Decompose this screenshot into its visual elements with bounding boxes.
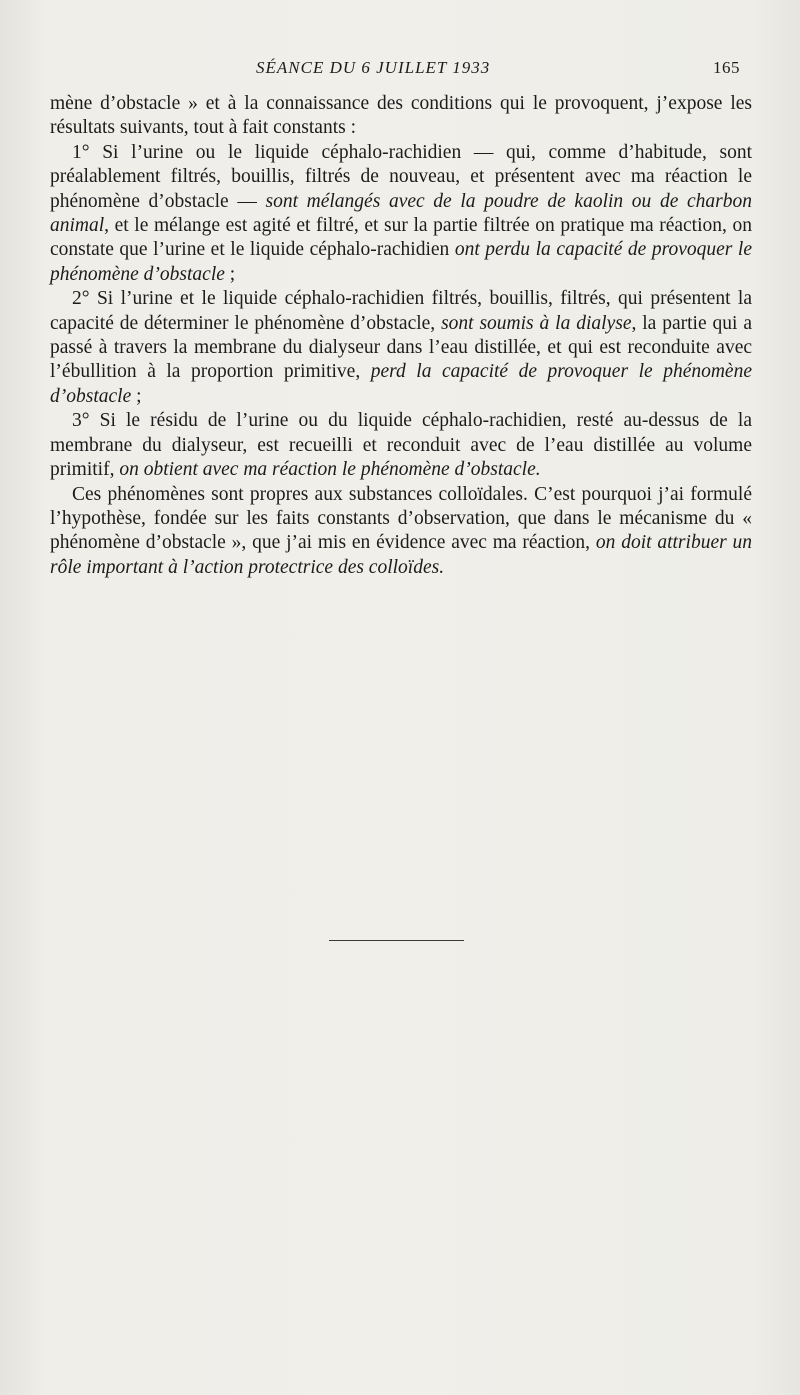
section-divider: [329, 940, 464, 941]
text-segment: mène d’obstacle » et à la connaissance des conditions qui le provoquent, j’expose les résultats suivants, tout à fait constants :: [50, 93, 752, 139]
paragraph: [50, 483, 752, 581]
italic-text: sont soumis à la dialyse: [441, 312, 632, 334]
page-header: [0, 58, 800, 82]
text-segment: 1° Si l’urine ou le liquide céphalo-rachidien — qui, comme d’habitude, sont préalablement filtrés, bouillis, filtrés de nouveau, et présentent avec ma réaction le phénomène d’obstacle —: [50, 141, 752, 212]
text-segment: , la partie qui a passé à travers la membrane du dialyseur dans l’eau distillée, et qui est reconduite avec l’ébullition à la proportion primitive,: [50, 312, 752, 383]
italic-text: ont perdu la capacité de provoquer le phénomène d’obstacle: [50, 239, 752, 285]
italic-text: perd la capacité de provoquer le phénomène d’obstacle: [50, 361, 752, 407]
paragraph: [50, 92, 752, 141]
italic-text: sont mélangés avec de la poudre de kaolin ou de charbon animal: [50, 190, 753, 237]
text-segment: ;: [224, 263, 236, 285]
italic-text: on obtient avec ma réaction le phénomène d’obstacle.: [119, 459, 541, 481]
text-segment: , et le mélange est agité et filtré, et sur la partie filtrée on pratique ma réaction, on constate que l’urine et le liquide céphalo-rachidien: [50, 215, 752, 261]
paragraph: [50, 141, 752, 287]
text-segment: Ces phénomènes sont propres aux substances colloïdales. C’est pourquoi j’ai formulé l’hypothèse, fondée sur les faits constants d’observation, que dans le mécanisme du « phénomène d’obstacle », que j’ai mis en évidence avec ma réaction,: [50, 483, 752, 554]
page-number: 165: [713, 58, 740, 77]
running-title: SÉANCE DU 6 JUILLET 1933: [256, 58, 491, 77]
text-segment: 2° Si l’urine et le liquide céphalo-rachidien filtrés, bouillis, filtrés, qui présentent la capacité de déterminer le phénomène d’obstacle,: [50, 288, 752, 334]
paragraph: [50, 287, 752, 409]
paragraph: [50, 409, 752, 482]
text-segment: 3° Si le résidu de l’urine ou du liquide céphalo-rachidien, resté au-dessus de la membrane du dialyseur, est recueilli et reconduit avec de l’eau distillée au volume primitif,: [50, 410, 752, 481]
body-text: [50, 92, 752, 580]
italic-text: on doit attribuer un rôle important à l’action protectrice des colloïdes.: [50, 532, 753, 578]
text-segment: ;: [131, 385, 142, 407]
